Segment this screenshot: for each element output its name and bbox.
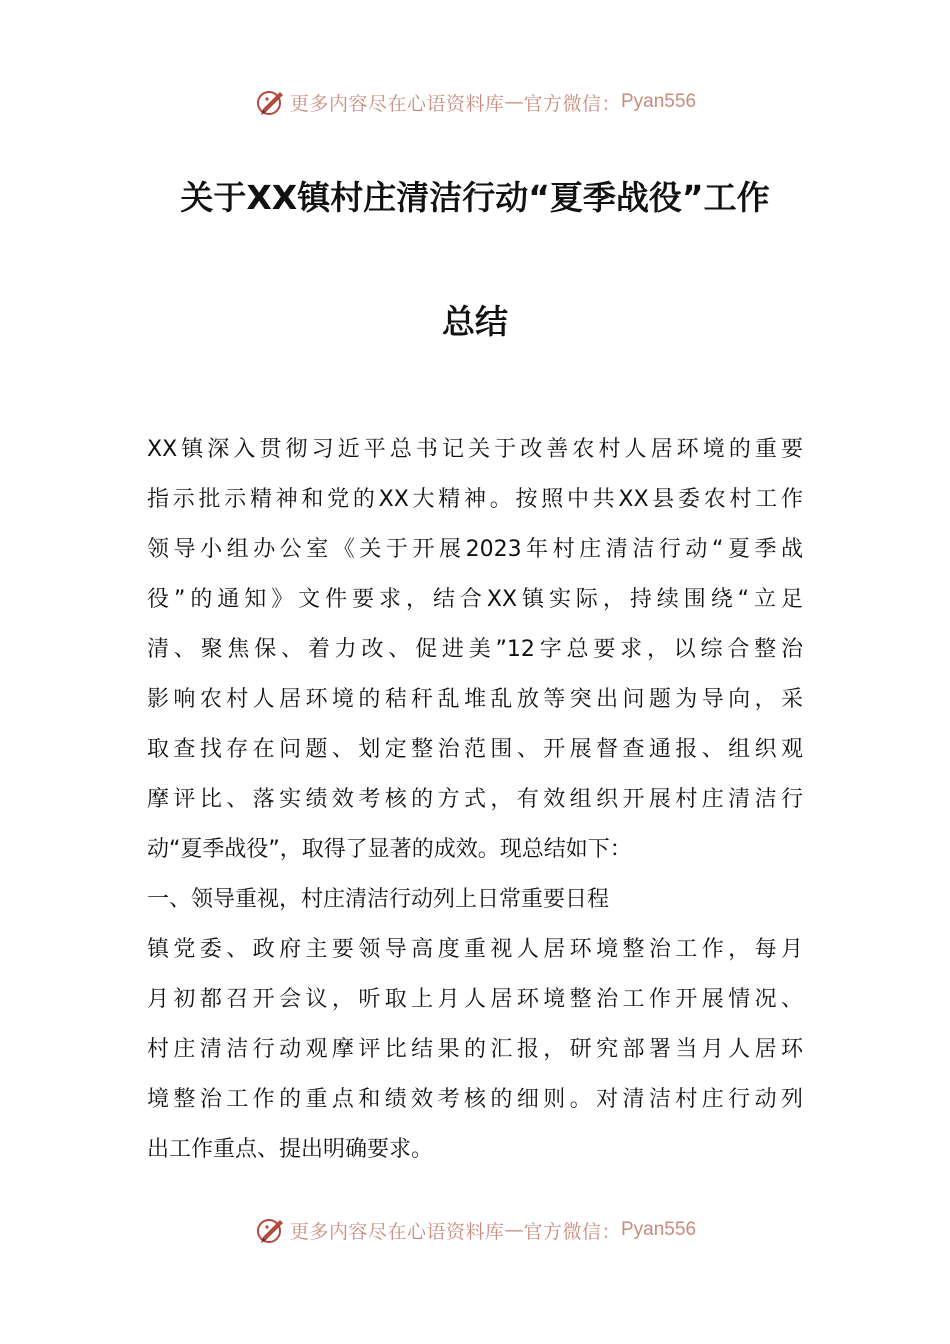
body-line: 摩评比、落实绩效考核的方式，有效组织开展村庄清洁行 [147,787,803,812]
watermark-header [0,82,950,122]
body-line: 动“夏季战役”，取得了显著的成效。现总结如下： [147,837,632,862]
body-line: 领导小组办公室《关于开展2023年村庄清洁行动“夏季战 [147,537,803,562]
watermark-wechat-label: 官方微信： [523,92,621,115]
body-line: XX镇深入贯彻习近平总书记关于改善农村人居环境的重要 [147,437,803,462]
document-title-line-2: 总结 [442,302,508,341]
pen-logo-icon [254,1213,288,1247]
watermark-wechat-id: Pyan556 [621,91,697,112]
body-line: 境整治工作的重点和绩效考核的细则。对清洁村庄行动列 [147,1087,803,1112]
body-line: 清、聚焦保、着力改、促进美”12字总要求，以综合整治 [147,637,803,662]
body-line: 取查找存在问题、划定整治范围、开展督查通报、组织观 [147,737,803,762]
body-line: 村庄清洁行动观摩评比结果的汇报，研究部署当月人居环 [147,1037,803,1062]
body-line: 出工作重点、提出明确要求。 [147,1137,434,1162]
body-line: 指示批示精神和党的XX大精神。按照中共XX县委农村工作 [147,487,803,512]
watermark-wechat-id: Pyan556 [621,1219,697,1240]
document-title-line-1: 关于XX镇村庄清洁行动“夏季战役”工作 [180,178,770,217]
watermark-wechat-label: 官方微信： [523,1220,621,1243]
body-line: 月初都召开会议，听取上月人居环境整治工作开展情况、 [147,987,803,1012]
pen-logo-icon [254,85,288,119]
watermark-site-text: 更多内容尽在心语资料库 [289,1220,505,1243]
watermark-dash: — [504,1219,524,1241]
section-heading: 一、领导重视，村庄清洁行动列上日常重要日程 [147,887,610,912]
watermark-footer [0,1210,950,1250]
body-line: 役”的通知》文件要求，结合XX镇实际，持续围绕“立足 [147,587,803,612]
body-line: 镇党委、政府主要领导高度重视人居环境整治工作，每月 [147,937,803,962]
watermark-site-text: 更多内容尽在心语资料库 [289,92,505,115]
body-line: 影响农村人居环境的秸秆乱堆乱放等突出问题为导向，采 [147,687,803,712]
watermark-dash: — [504,91,524,113]
